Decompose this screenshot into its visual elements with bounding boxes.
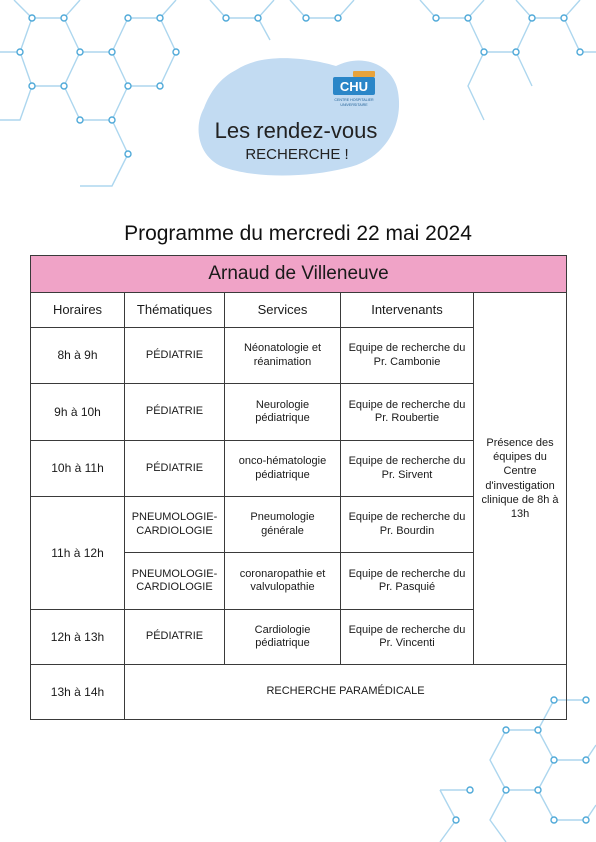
row-theme: PNEUMOLOGIE-CARDIOLOGIE — [125, 553, 225, 610]
row-team: Equipe de recherche du Pr. Bourdin — [341, 497, 474, 553]
row-hour: 12h à 13h — [31, 610, 125, 665]
row-hour: 10h à 11h — [31, 441, 125, 497]
row-service: coronaropathie et valvulopathie — [225, 553, 341, 610]
row-service: Néonatologie et réanimation — [225, 328, 341, 384]
tagline-line2: RECHERCHE ! — [245, 146, 349, 163]
row-hour: 11h à 12h — [31, 497, 125, 610]
header-horaires: Horaires — [31, 293, 125, 328]
row-team: Equipe de recherche du Pr. Pasquié — [341, 553, 474, 610]
row-theme: PÉDIATRIE — [125, 610, 225, 665]
row-hour: 13h à 14h — [31, 665, 125, 720]
header-thematiques: Thématiques — [125, 293, 225, 328]
row-service: Cardiologie pédiatrique — [225, 610, 341, 665]
row-activity: RECHERCHE PARAMÉDICALE — [125, 665, 567, 720]
row-theme: PNEUMOLOGIE-CARDIOLOGIE — [125, 497, 225, 553]
header-intervenants: Intervenants — [341, 293, 474, 328]
logo-subtext-line1: CENTRE HOSPITALIER — [334, 98, 374, 102]
programme-title: Programme du mercredi 22 mai 2024 — [124, 222, 472, 245]
row-service: Neurologie pédiatrique — [225, 384, 341, 441]
tagline-line1: Les rendez-vous — [214, 118, 378, 143]
cic-presence-note: Présence des équipes du Centre d'investigation clinique de 8h à 13h — [474, 293, 567, 665]
row-theme: PÉDIATRIE — [125, 441, 225, 497]
row-service: Pneumologie générale — [225, 497, 341, 553]
header-services: Services — [225, 293, 341, 328]
chu-logo-icon — [331, 71, 377, 111]
row-team: Equipe de recherche du Pr. Vincenti — [341, 610, 474, 665]
table-row — [31, 665, 567, 720]
row-theme: PÉDIATRIE — [125, 384, 225, 441]
row-team: Equipe de recherche du Pr. Roubertie — [341, 384, 474, 441]
row-theme: PÉDIATRIE — [125, 328, 225, 384]
schedule-table — [30, 255, 566, 712]
row-team: Equipe de recherche du Pr. Sirvent — [341, 441, 474, 497]
row-service: onco-hématologie pédiatrique — [225, 441, 341, 497]
logo-subtext-line2: UNIVERSITAIRE — [340, 103, 368, 107]
table-title: Arnaud de Villeneuve — [31, 256, 567, 293]
row-hour: 9h à 10h — [31, 384, 125, 441]
row-hour: 8h à 9h — [31, 328, 125, 384]
row-team: Equipe de recherche du Pr. Cambonie — [341, 328, 474, 384]
logo-text: CHU — [339, 79, 369, 94]
